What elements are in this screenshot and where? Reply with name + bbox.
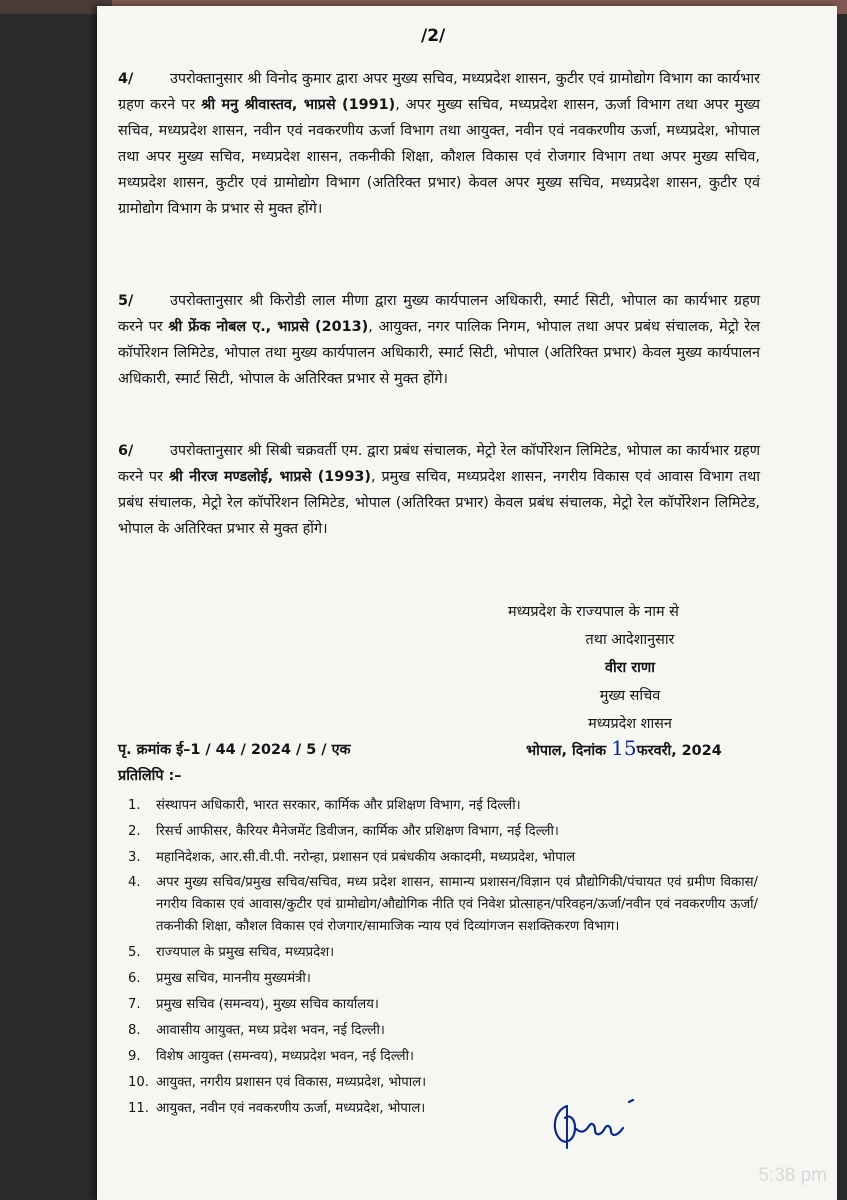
- date-prefix: भोपाल, दिनांक: [526, 743, 607, 759]
- item-number: 8.: [128, 1023, 141, 1038]
- officer-name: श्री मनु श्रीवास्तव, भाप्रसे (1991): [201, 97, 396, 113]
- authority-line-2: तथा आदेशानुसार: [585, 632, 675, 648]
- item-text: विशेष आयुक्त (समन्वय), मध्यप्रदेश भवन, नई दिल्ली।: [156, 1049, 414, 1064]
- item-number: 2.: [128, 824, 141, 839]
- list-item: [128, 820, 758, 843]
- item-text: आयुक्त, नवीन एवं नवकरणीय ऊर्जा, मध्यप्रदेश, भोपाल।: [156, 1101, 426, 1116]
- item-text: अपर मुख्य सचिव/प्रमुख सचिव/सचिव, मध्य प्रदेश शासन, सामान्य प्रशासन/विज्ञान एवं प्रौद्योगिकी/पंचायत एवं ग्रमीण विकास/नगरीय विकास एवं आवास/कुटीर एवं ग्रामोद्योग/औद्योगिक नीति एवं निवेश प्रोत्साहन/परिवहन/ऊर्जा/नवीन एवं नवकरणीय ऊर्जा/तकनीकी शिक्षा, कौशल विकास एवं रोजगार/सामाजिक न्याय एवं दिव्यांगजन सशक्तिकरण विभाग।: [156, 875, 758, 934]
- item-text: महानिदेशक, आर.सी.वी.पी. नरोन्हा, प्रशासन एवं प्रबंधकीय अकादमी, मध्यप्रदेश, भोपाल: [156, 850, 576, 865]
- item-text: रिसर्च आफीसर, कैरियर मैनेजमेंट डिवीजन, कार्मिक और प्रशिक्षण विभाग, नई दिल्ली।: [156, 824, 559, 839]
- authority-line: मध्यप्रदेश के राज्यपाल के नाम से: [508, 604, 679, 620]
- paragraph-text: , आयुक्त, नगर पालिक निगम, भोपाल तथा अपर प्रबंध संचालक, मेट्रो रेल कॉर्पोरेशन लिमिटेड, भोपाल तथा मुख्य कार्यपालन अधिकारी, स्मार्ट सिटी, भोपाल (अतिरिक्त प्रभार) केवल मुख्य कार्यपालन अधिकारी, स्मार्ट सिटी, भोपाल के अतिरिक्त प्रभार से मुक्त होंगे।: [118, 319, 760, 387]
- list-item: [128, 794, 758, 817]
- handwritten-date-day: 15: [611, 736, 637, 760]
- list-item: [128, 846, 758, 869]
- paragraph-number: 6/: [118, 443, 134, 459]
- list-item: [128, 941, 758, 964]
- list-item: [128, 1019, 758, 1042]
- signatory-office: मध्यप्रदेश शासन: [588, 716, 672, 732]
- paragraph-5: [118, 288, 760, 392]
- paragraph-text: , अपर मुख्य सचिव, मध्यप्रदेश शासन, ऊर्जा विभाग तथा अपर मुख्य सचिव, मध्यप्रदेश शासन, नवीन एवं नवकरणीय ऊर्जा विभाग तथा आयुक्त, नवीन एवं नवकरणीय ऊर्जा, मध्यप्रदेश, भोपाल तथा अपर मुख्य सचिव, मध्यप्रदेश शासन, तकनीकी शिक्षा, कौशल विकास एवं रोजगार विभाग तथा अपर मुख्य सचिव, मध्यप्रदेश शासन, कुटीर एवं ग्रामोद्योग विभाग (अतिरिक्त प्रभार) केवल अपर मुख्य सचिव, मध्यप्रदेश शासन, कुटीर एवं ग्रामोद्योग विभाग के प्रभार से मुक्त होंगे।: [118, 97, 760, 217]
- paragraph-text: उपरोक्तानुसार श्री विनोद कुमार द्वारा अपर मुख्य सचिव, मध्यप्रदेश शासन, कुटीर एवं ग्रामोद्योग विभाग का कार्यभार ग्रहण करने पर: [118, 71, 760, 113]
- paragraph-number: 5/: [118, 293, 134, 309]
- item-number: 9.: [128, 1049, 141, 1064]
- handwritten-signature: [545, 1088, 665, 1158]
- paragraph-text: उपरोक्तानुसार श्री किरोडी लाल मीणा द्वारा मुख्य कार्यपालन अधिकारी, स्मार्ट सिटी, भोपाल का कार्यभार ग्रहण करने पर: [118, 293, 760, 335]
- item-number: 1.: [128, 798, 141, 813]
- item-number: 3.: [128, 850, 141, 865]
- paragraph-text: उपरोक्तानुसार श्री सिबी चक्रवर्ती एम. द्वारा प्रबंध संचालक, मेट्रो रेल कॉर्पोरेशन लिमिटेड, भोपाल का कार्यभार ग्रहण करने पर: [118, 443, 760, 485]
- officer-name: श्री फ्रेंक नोबल ए., भाप्रसे (2013): [168, 319, 369, 335]
- item-number: 7.: [128, 997, 141, 1012]
- item-text: संस्थापन अधिकारी, भारत सरकार, कार्मिक और प्रशिक्षण विभाग, नई दिल्ली।: [156, 798, 521, 813]
- status-bar-time: 5:38 pm: [758, 1165, 827, 1186]
- list-item: [128, 1045, 758, 1068]
- item-number: 5.: [128, 945, 141, 960]
- item-text: राज्यपाल के प्रमुख सचिव, मध्यप्रदेश।: [156, 945, 335, 960]
- item-number: 4.: [128, 875, 141, 890]
- reference-number: पृ. क्रमांक ई–1 / 44 / 2024 / 5 / एक: [118, 742, 351, 758]
- signatory-designation: मुख्य सचिव: [599, 688, 661, 704]
- paragraph-4: [118, 66, 760, 222]
- officer-name: श्री नीरज मण्डलोई, भाप्रसे (1993): [168, 469, 371, 485]
- paragraph-6: [118, 438, 760, 542]
- item-number: 10.: [128, 1075, 149, 1090]
- item-text: आवासीय आयुक्त, मध्य प्रदेश भवन, नई दिल्ली।: [156, 1023, 385, 1038]
- copy-header: प्रतिलिपि :–: [118, 768, 182, 784]
- item-text: प्रमुख सचिव, माननीय मुख्यमंत्री।: [156, 971, 311, 986]
- signature-block: [500, 598, 760, 738]
- list-item: [128, 993, 758, 1016]
- item-number: 6.: [128, 971, 141, 986]
- date-suffix: फरवरी, 2024: [636, 743, 722, 759]
- list-item: [128, 872, 758, 938]
- paragraph-number: 4/: [118, 71, 134, 87]
- paragraph-text: , प्रमुख सचिव, मध्यप्रदेश शासन, नगरीय विकास एवं आवास विभाग तथा प्रबंध संचालक, मेट्रो रेल कॉर्पोरेशन लिमिटेड, भोपाल (अतिरिक्त प्रभार) केवल प्रबंध संचालक, मेट्रो रेल कॉर्पोरेशन लिमिटेड, भोपाल के अतिरिक्त प्रभार से मुक्त होंगे।: [118, 469, 761, 537]
- item-text: आयुक्त, नगरीय प्रशासन एवं विकास, मध्यप्रदेश, भोपाल।: [156, 1075, 427, 1090]
- copy-list: [128, 794, 758, 1123]
- list-item: [128, 967, 758, 990]
- reference-date: [526, 736, 722, 760]
- item-text: प्रमुख सचिव (समन्वय), मुख्य सचिव कार्यालय।: [156, 997, 379, 1012]
- signatory-name: वीरा राणा: [604, 660, 656, 676]
- item-number: 11.: [128, 1101, 149, 1116]
- page-number: /2/: [421, 26, 446, 46]
